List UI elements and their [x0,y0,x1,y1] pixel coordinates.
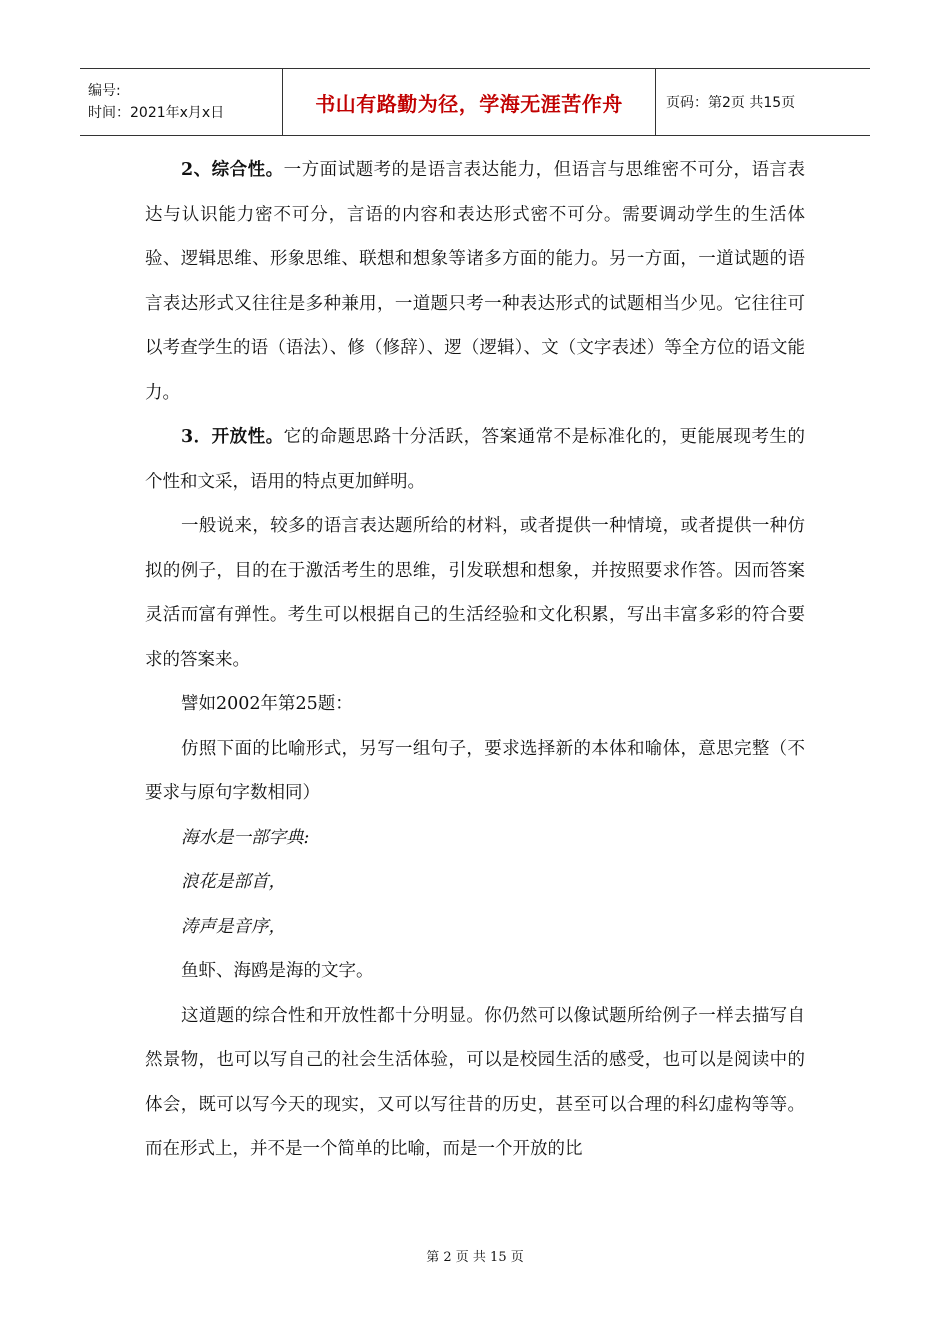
paragraph-openness [145,415,805,504]
paragraph-general: 一般说来，较多的语言表达题所给的材料，或者提供一种情境，或者提供一种仿拟的例子，目的在于激活考生的思维，引发联想和想象，并按照要求作答。因而答案灵活而富有弹性。考生可以根据自己的生活经验和文化积累，写出丰富多彩的符合要求的答案来。 [145,516,805,670]
paragraph-text: 它的命题思路十分活跃，答案通常不是标准化的，更能展现考生的个性和文采，语用的特点更加鲜明。 [145,427,805,492]
poem-line: 海水是一部字典: [181,827,310,848]
document-header [80,68,870,136]
paragraph-question: 仿照下面的比喻形式，另写一组句子，要求选择新的本体和喻体，意思完整（不要求与原句字数相同） [145,738,805,803]
paragraph-example-intro: 譬如2002年第25题： [181,694,353,714]
paragraph-analysis: 这道题的综合性和开放性都十分明显。你仍然可以像试题所给例子一样去描写自然景物，也可以写自己的社会生活体验，可以是校园生活的感受，也可以是阅读中的体会，既可以写今天的现实，又可以写往昔的历史，甚至可以合理的科幻虚构等等。而在形式上，并不是一个简单的比喻，而是一个开放的比 [145,1005,805,1159]
poem-line: 浪花是部首， [181,872,286,892]
section-heading-comprehensive: 2、综合性。 [181,160,284,180]
document-body [145,148,805,1172]
header-page-label: 页码：第2页 共15页 [666,95,796,111]
header-page-cell [656,69,871,136]
header-motto-cell [283,69,656,136]
poem-line: 鱼虾、海鸥是海的文字。 [181,961,374,981]
footer-page-number: 第 2 页 共 15 页 [426,1250,524,1265]
doc-time-label: 时间：2021年x月x日 [88,105,225,121]
paragraph-comprehensive [145,148,805,415]
doc-number-label: 编号: [88,83,121,99]
header-motto: 书山有路勤为径，学海无涯苦作舟 [315,91,623,116]
poem-line: 涛声是音序， [181,916,286,937]
paragraph-text: 一方面试题考的是语言表达能力，但语言与思维密不可分，语言表达与认识能力密不可分，言语的内容和表达形式密不可分。需要调动学生的生活体验、逻辑思维、形象思维、联想和想象等诸多方面的能力。另一方面，一道试题的语言表达形式又往往是多种兼用，一道题只考一种表达形式的试题相当少见。它往往可以考查学生的语（语法）、修（修辞）、逻（逻辑）、文（文字表述）等全方位的语文能力。 [145,160,805,403]
section-heading-openness: 3．开放性。 [181,427,284,447]
page-footer [0,1246,950,1265]
header-meta-cell [80,69,283,136]
